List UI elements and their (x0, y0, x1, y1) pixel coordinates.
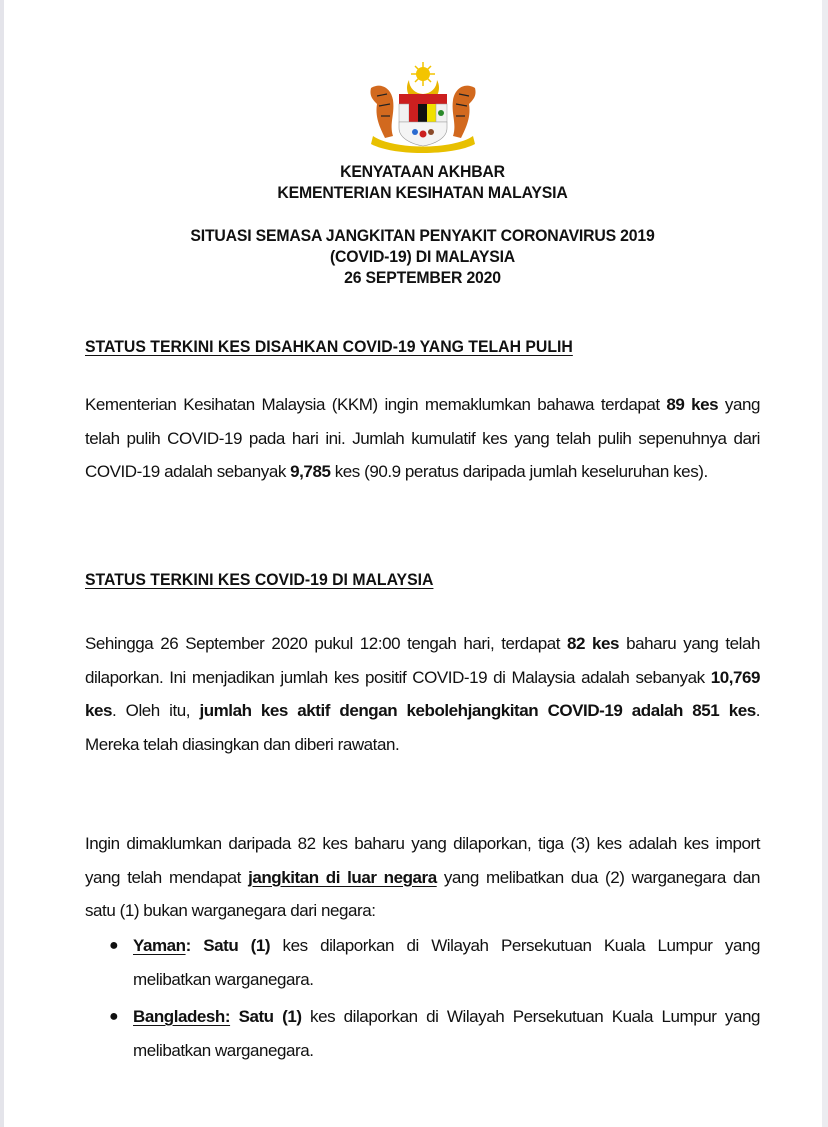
bullet-icon: ● (109, 1008, 119, 1025)
country-sep: : (185, 936, 191, 955)
case-count: Satu (1) (190, 936, 271, 955)
text: Kementerian Kesihatan Malaysia (KKM) ingin memaklumkan bahawa terdapat (85, 395, 667, 414)
paragraph-recovered (85, 388, 760, 489)
text: . Mereka telah diasingkan dan diberi rawatan. (85, 701, 760, 754)
imported-cases-list (85, 929, 760, 1071)
case-text: kes dilaporkan di Wilayah Persekutuan Kuala Lumpur yang melibatkan warganegara. (133, 1007, 760, 1060)
text: Sehingga 26 September 2020 pukul 12:00 tengah hari, terdapat (85, 634, 568, 653)
country-name: Yaman (133, 936, 186, 955)
document-page (85, 0, 760, 1127)
paragraph-status (85, 627, 760, 761)
active-cases-statement: jumlah kes aktif dengan kebolehjangkitan COVID-19 adalah 851 kes (199, 701, 756, 720)
list-item-bangladesh (85, 1000, 760, 1067)
list-item-yaman (85, 929, 760, 996)
section-heading-recovered: STATUS TERKINI KES DISAHKAN COVID-19 YANG TELAH PULIH (85, 337, 573, 356)
page-edge-right (822, 0, 828, 1127)
recovered-today-count: 89 kes (666, 395, 719, 414)
cumulative-recovered-count: 9,785 (290, 462, 331, 481)
document-date: 26 SEPTEMBER 2020 (344, 268, 501, 287)
title-line-1: SITUASI SEMASA JANGKITAN PENYAKIT CORONAVIRUS 2019 (190, 226, 655, 245)
text: Ingin dimaklumkan daripada 82 kes baharu yang dilaporkan, tiga (3) kes adalah kes import yang telah mendapat (85, 834, 760, 887)
case-count: Satu (1) (230, 1007, 302, 1026)
text: baharu yang telah dilaporkan. Ini menjadikan jumlah kes positif COVID-19 di Malaysia adalah sebanyak (85, 634, 760, 687)
section-heading-status: STATUS TERKINI KES COVID-19 DI MALAYSIA (85, 570, 434, 589)
total-cases-count: 10,769 kes (85, 667, 760, 720)
title-line-2: (COVID-19) DI MALAYSIA (329, 247, 516, 266)
header-line-kenyataan: KENYATAAN AKHBAR (340, 162, 505, 181)
country-name: Bangladesh: (133, 1007, 231, 1026)
paragraph-imported (85, 827, 760, 928)
text: kes (90.9 peratus daripada jumlah keseluruhan kes). (330, 462, 708, 481)
case-text: kes dilaporkan di Wilayah Persekutuan Kuala Lumpur yang melibatkan warganegara. (133, 936, 760, 989)
text: yang telah pulih COVID-19 pada hari ini. Jumlah kumulatif kes yang telah pulih sepenuhnya dari COVID-19 adalah sebanyak (85, 395, 760, 481)
bullet-icon: ● (109, 937, 119, 954)
document-title (109, 225, 737, 288)
page-edge-left (0, 0, 4, 1127)
header-line-ministry: KEMENTERIAN KESIHATAN MALAYSIA (277, 183, 568, 202)
new-cases-count: 82 kes (567, 634, 620, 653)
text: yang melibatkan dua (2) warganegara dan satu (1) bukan warganegara dari negara: (85, 867, 761, 920)
overseas-infection-link: jangkitan di luar negara (248, 867, 437, 887)
text: . Oleh itu, (112, 701, 200, 720)
malaysia-coat-of-arms-icon (363, 58, 483, 156)
press-statement-header (109, 161, 737, 203)
